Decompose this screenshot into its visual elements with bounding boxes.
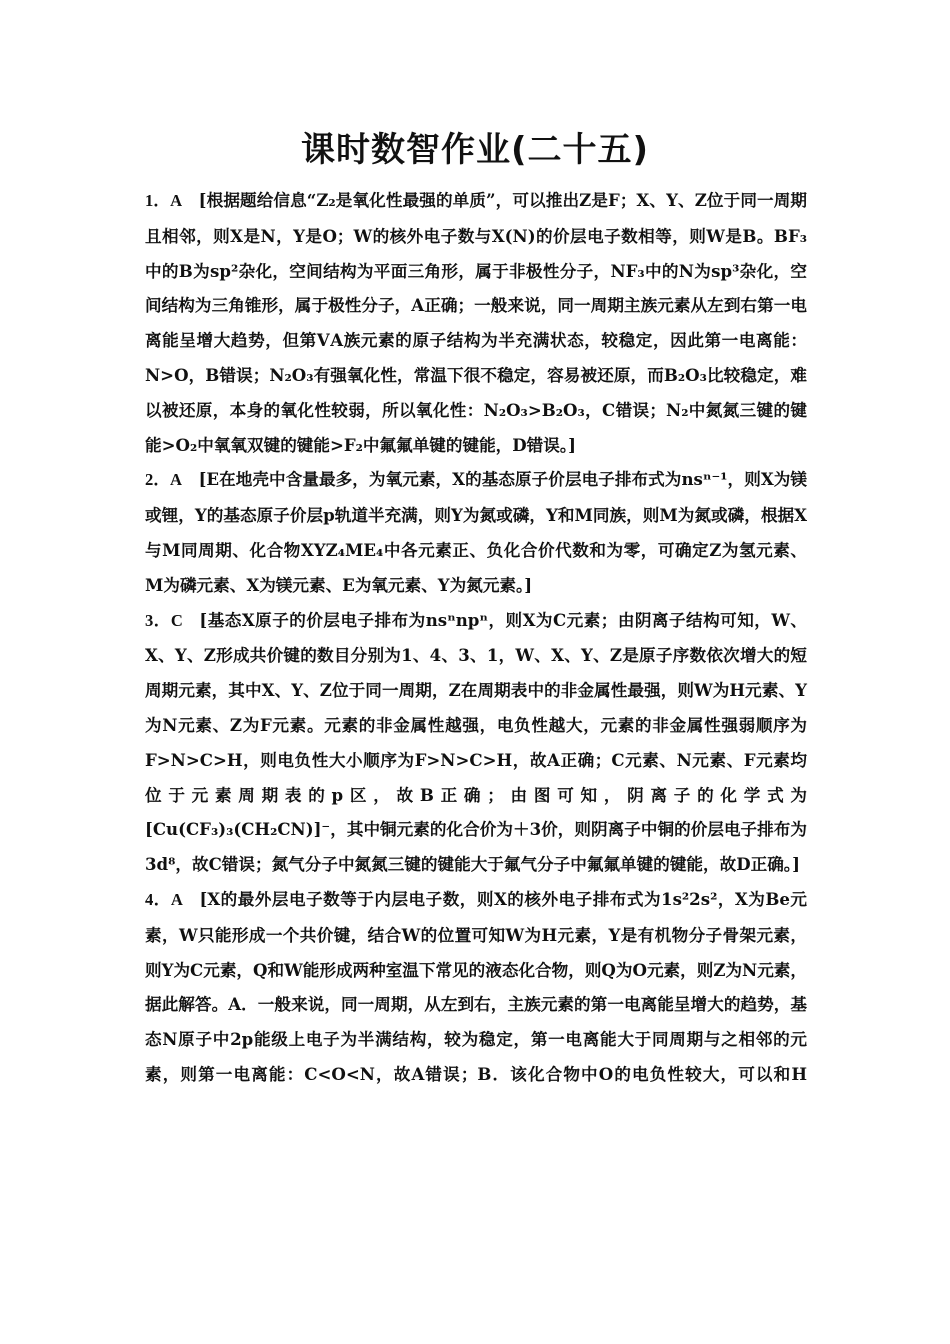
answer-explanation: [根据题给信息“Z₂是氧化性最强的单质”，可以推出Z是F；X、Y、Z位于同一周期且相邻，则X是N，Y是O；W的核外电子数与X(N)的价层电子数相等，则W是B。BF₃中的B为sp²杂化，空间结构为平面三角形，属于非极性分子，NF₃中的N为sp³杂化，空间结构为三角锥形，属于极性分子，A正确；一般来说，同一周期主族元素从左到右第一电离能呈增大趋势，但第ⅤA族元素的原子结构为半充满状态，较稳定，因此第一电离能：N>O，B错误；N₂O₃有强氧化性，常温下很不稳定，容易被还原，而B₂O₃比较稳定，难以被还原，本身的氧化性较弱，所以氧化性：N₂O₃>B₂O₃，C错误；N₂中氮氮三键的键能>O₂中氧氧双键的键能>F₂中氟氟单键的键能，D错误。]: [145, 190, 807, 455]
answer-number: 4．A: [145, 889, 183, 909]
answer-item: [145, 882, 807, 1092]
answer-item: [145, 183, 807, 462]
answer-item: [145, 603, 807, 882]
answer-explanation: [基态X原子的价层电子排布为nsⁿnpⁿ，则X为C元素；由阴离子结构可知，W、X、Y、Z形成共价键的数目分别为1、4、3、1，W、X、Y、Z是原子序数依次增大的短周期元素，其中X、Y、Z位于同一周期，Z在周期表中的非金属性最强，则W为H元素、Y为N元素、Z为F元素。元素的非金属性越强，电负性越大，元素的非金属性强弱顺序为F>N>C>H，则电负性大小顺序为F>N>C>H，故A正确；C元素、N元素、F元素均位于元素周期表的p区，故B正确；由图可知，阴离子的化学式为[Cu(CF₃)₃(CH₂CN)]⁻，其中铜元素的化合价为＋3价，则阴离子中铜的价层电子排布为3d⁸，故C错误；氮气分子中氮氮三键的键能大于氟气分子中氟氟单键的键能，故D正确。]: [145, 609, 808, 875]
answer-explanation: [X的最外层电子数等于内层电子数，则X的核外电子排布式为1s²2s²，X为Be元素，W只能形成一个共价键，结合W的位置可知W为H元素，Y是有机物分子骨架元素，则Y为C元素，Q和W能形成两种室温下常见的液态化合物，则Q为O元素，则Z为N元素，据此解答。A．一般来说，同一周期，从左到右，主族元素的第一电离能呈增大的趋势，基态N原子中2p能级上电子为半满结构，较为稳定，第一电离能大于同周期与之相邻的元素，则第一电离能：C<O<N，故A错误；B．该化合物中O的电负性较大，可以和H: [145, 888, 808, 1084]
answer-number: 1．A: [145, 191, 183, 210]
answer-number: 3．C: [145, 610, 183, 630]
answer-item: [145, 462, 807, 602]
answer-explanation: [E在地壳中含量最多，为氧元素，X的基态原子价层电子排布式为nsⁿ⁻¹，则X为镁或锂，Y的基态原子价层p轨道半充满，则Y为氮或磷，Y和M同族，则M为氮或磷，根据X与M同周期、化合物XYZ₄ME₄中各元素正、负化合价代数和为零，可确定Z为氢元素、M为磷元素、X为镁元素、E为氧元素、Y为氮元素。]: [145, 469, 808, 595]
answer-number: 2．A: [145, 470, 182, 490]
answer-list: [145, 183, 807, 1092]
page-title: 课时数智作业(二十五): [300, 130, 650, 170]
